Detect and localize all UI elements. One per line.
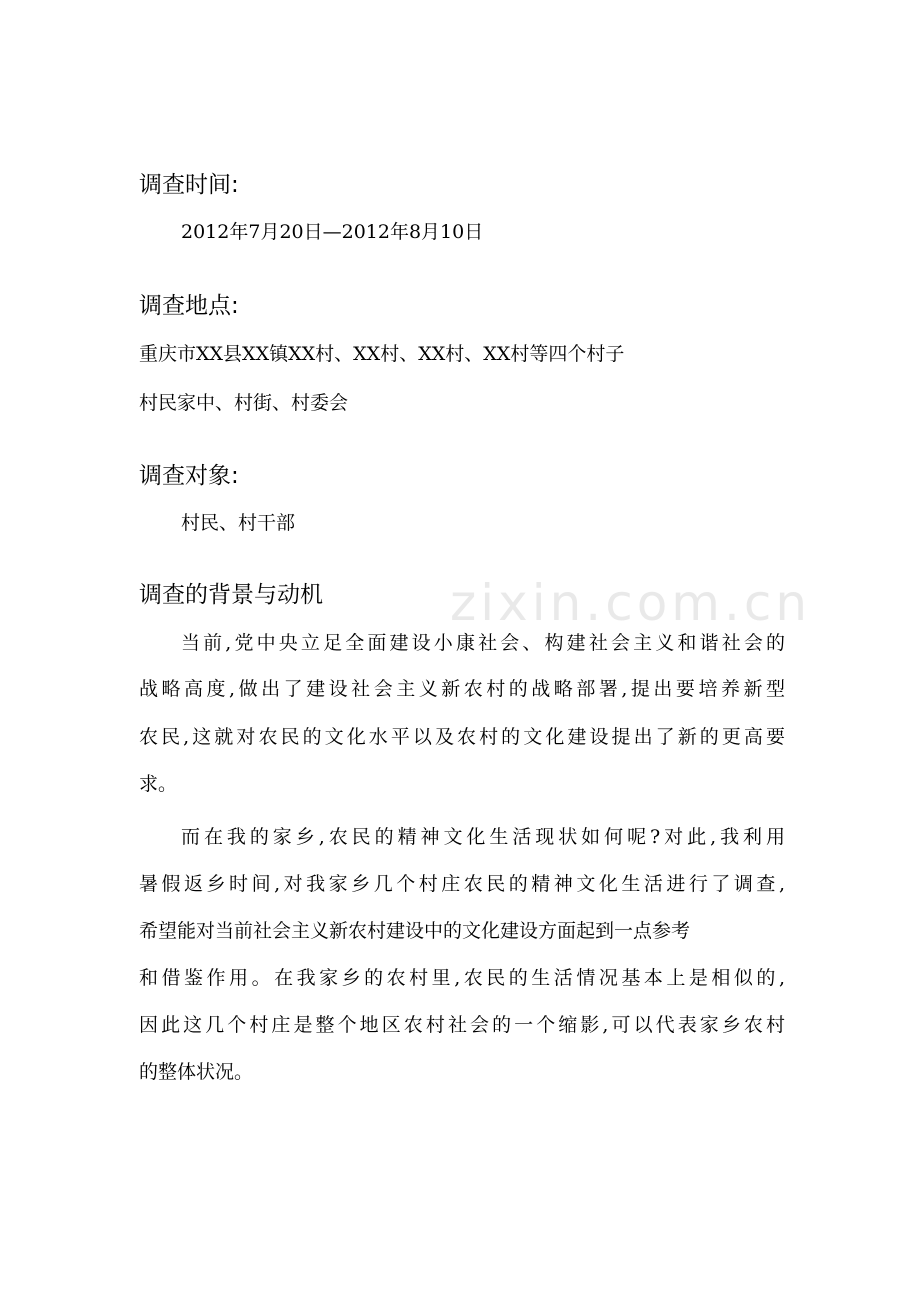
paragraph-line: 战略高度,做出了建设社会主义新农村的战略部署,提出要培养新型: [139, 678, 785, 700]
heading-survey-subjects: 调查对象:: [139, 463, 239, 489]
survey-time-text: 2012年7月20日—2012年8月10日: [181, 221, 484, 243]
paragraph-line: 求。: [139, 773, 178, 795]
paragraph-line: 而在我的家乡,农民的精神文化生活现状如何呢?对此,我利用: [181, 826, 785, 848]
paragraph-line: 的整体状况。: [139, 1061, 254, 1083]
paragraph-line: 当前,党中央立足全面建设小康社会、构建社会主义和谐社会的: [181, 632, 785, 654]
paragraph-line: 农民,这就对农民的文化水平以及农村的文化建设提出了新的更高要: [139, 726, 785, 748]
paragraph-line: 因此这几个村庄是整个地区农村社会的一个缩影,可以代表家乡农村: [139, 1014, 785, 1036]
paragraph-line: 暑假返乡时间,对我家乡几个村庄农民的精神文化生活进行了调查,: [139, 873, 785, 895]
heading-background: 调查的背景与动机: [139, 582, 323, 608]
heading-survey-place: 调查地点:: [139, 293, 239, 319]
survey-place-line: 村民家中、村街、村委会: [139, 392, 349, 414]
survey-place-line: 重庆市XX县XX镇XX村、XX村、XX村、XX村等四个村子: [139, 343, 625, 365]
heading-survey-time: 调查时间:: [139, 172, 239, 198]
paragraph-line: 和借鉴作用。在我家乡的农村里,农民的生活情况基本上是相似的,: [139, 967, 785, 989]
watermark: zixin.com.cn: [450, 574, 812, 632]
paragraph-line: 希望能对当前社会主义新农村建设中的文化建设方面起到一点参考: [139, 920, 691, 942]
survey-subjects-text: 村民、村干部: [181, 512, 296, 534]
